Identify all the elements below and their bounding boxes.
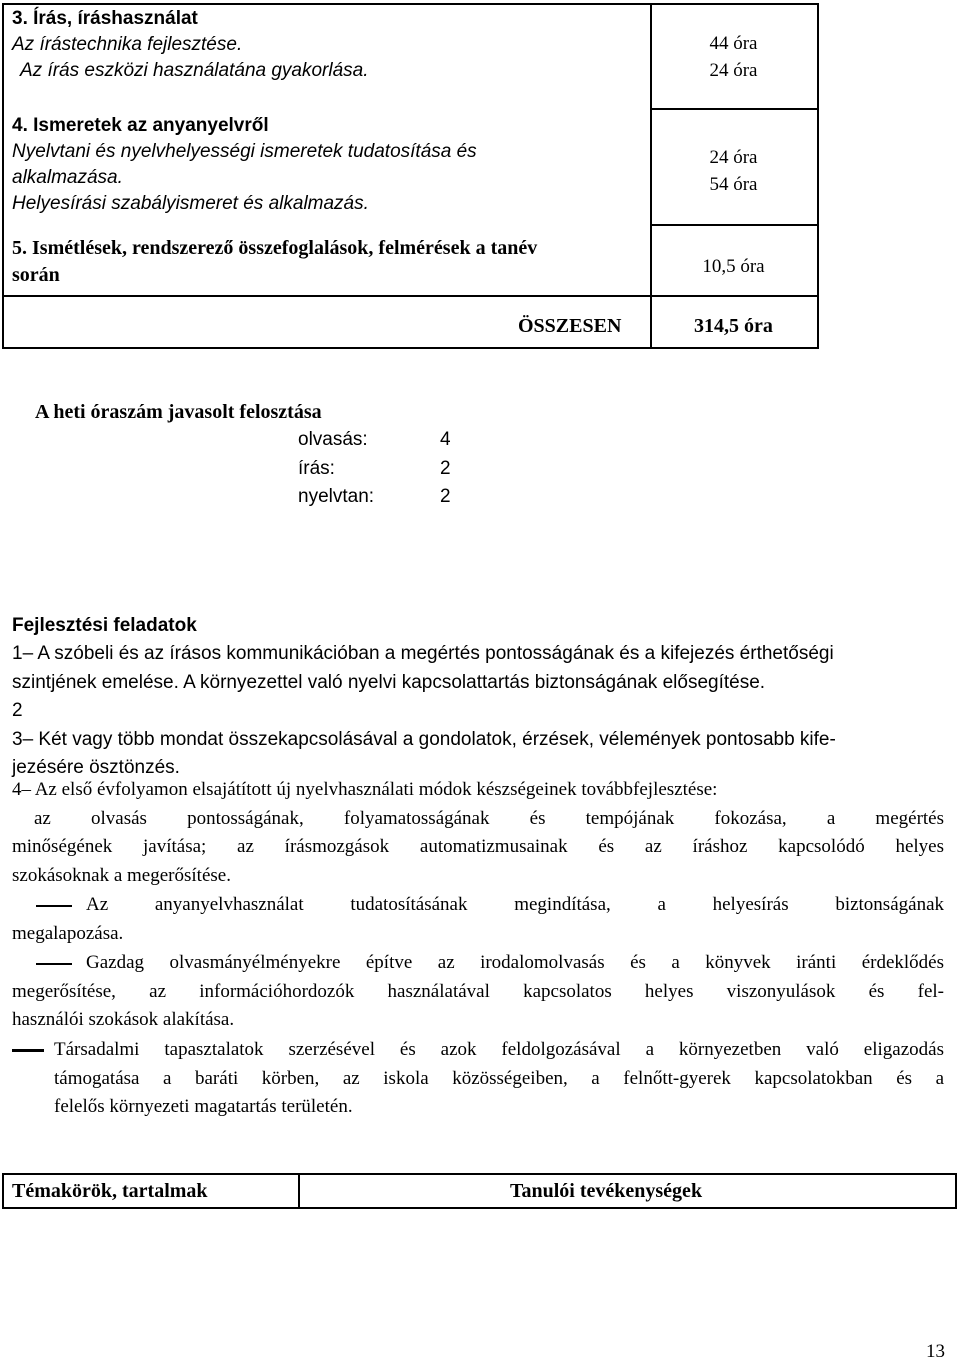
distribution-value: 4 bbox=[440, 429, 451, 450]
distribution-row-writing bbox=[298, 456, 468, 482]
section3-title: 3. Írás, íráshasználat bbox=[12, 8, 198, 29]
task-1 bbox=[12, 640, 944, 783]
total-label: ÖSSZESEN bbox=[518, 315, 622, 337]
task-7-line2: támogatása a baráti körben, az iskola közösségeiben, a felnőtt-gyerek kapcsolatokban és a bbox=[54, 1067, 944, 1089]
task-5-line2: megalapozása. bbox=[12, 922, 124, 944]
weekly-distribution-title: A heti óraszám javasolt felosztása bbox=[35, 401, 322, 423]
hours-section5-review: 10,5 óra bbox=[702, 256, 765, 277]
task-4 bbox=[12, 776, 944, 890]
page-number: 13 bbox=[926, 1341, 945, 1362]
distribution-value: 2 bbox=[440, 458, 451, 479]
task-6-line2: megerősítése, az információhordozók használatával kapcsolatos helyes viszonyulások és fel- bbox=[12, 980, 944, 1002]
hours-section4-spelling: 54 óra bbox=[709, 174, 758, 195]
task-7-line3: felelős környezeti magatartás területén. bbox=[54, 1096, 353, 1118]
section4-line2: alkalmazása. bbox=[12, 167, 123, 188]
task-1-line2: szintjének emelése. A környezettel való nyelvi kapcsolattartás biztonságának elősegítése. bbox=[12, 671, 766, 693]
distribution-row-grammar bbox=[298, 484, 468, 510]
section4-line3: Helyesírási szabályismeret és alkalmazás. bbox=[12, 193, 369, 214]
table-row-divider bbox=[650, 224, 817, 226]
task-1-line1: 1– A szóbeli és az írásos kommunikációban a megértés pontosságának és a kifejezés érthetőségi bbox=[12, 643, 834, 664]
section4-title: 4. Ismeretek az anyanyelvről bbox=[12, 115, 269, 136]
task-6-line1: Gazdag olvasmányélményekre építve az irodalomolvasás és a könyvek iránti érdeklődés bbox=[86, 952, 944, 973]
distribution-label: olvasás: bbox=[298, 429, 368, 450]
section3-line1: Az írástechnika fejlesztése. bbox=[12, 34, 243, 55]
table-row-divider bbox=[4, 295, 817, 297]
task-3-line2: jezésére ösztönzés. bbox=[12, 757, 180, 779]
dash-bullet-icon bbox=[36, 963, 72, 965]
task-5-line1: Az anyanyelvhasználat tudatosításának megindítása, a helyesírás biztonságának bbox=[86, 894, 944, 915]
total-value: 314,5 óra bbox=[694, 315, 773, 337]
distribution-label: nyelvtan: bbox=[298, 486, 375, 507]
section5-line1: 5. Ismétlések, rendszerező összefoglalások, felmérések a tanév bbox=[12, 237, 538, 259]
task-7-line1: Társadalmi tapasztalatok szerzésével és azok feldolgozásával a környezetben való eligazodás bbox=[54, 1039, 944, 1060]
distribution-value: 2 bbox=[440, 486, 451, 507]
development-tasks-title: Fejlesztési feladatok bbox=[12, 615, 197, 636]
distribution-label: írás: bbox=[298, 458, 335, 479]
table-row-divider bbox=[650, 108, 817, 110]
section4-line1: Nyelvtani és nyelvhelyességi ismeretek tudatosítása és bbox=[12, 141, 477, 162]
task-4-line2: az olvasás pontosságának, folyamatosságának és tempójának fokozása, a megértés bbox=[34, 807, 944, 829]
task-6-line3: használói szokások alakítása. bbox=[12, 1009, 235, 1031]
hours-section3-tools: 24 óra bbox=[709, 60, 758, 81]
distribution-row-reading bbox=[298, 427, 468, 453]
task-5 bbox=[12, 891, 944, 948]
section3-line2: Az írás eszközi használatána gyakorlása. bbox=[20, 60, 369, 81]
task-6 bbox=[12, 949, 944, 1035]
column-header-topics: Témakörök, tartalmak bbox=[12, 1180, 208, 1202]
column-header-activities: Tanulói tevékenységek bbox=[510, 1180, 703, 1202]
task-4-line4: szokásoknak a megerősítése. bbox=[12, 864, 231, 886]
task-4-line3: minőségének javítása; az írásmozgások automatizmusainak és az íráshoz kapcsolódó helyes bbox=[12, 836, 944, 858]
section5-line2: során bbox=[12, 264, 60, 286]
task-3-line1: 3– Két vagy több mondat összekapcsolásával a gondolatok, érzések, vélemények pontosabb kife- bbox=[12, 728, 836, 750]
dash-bullet-icon bbox=[12, 1049, 44, 1052]
table-column-divider bbox=[298, 1175, 300, 1207]
task-2: 2 bbox=[12, 700, 23, 722]
hours-section3-writing: 44 óra bbox=[709, 33, 758, 54]
hours-section4-grammar: 24 óra bbox=[709, 147, 758, 168]
task-4-line1: 4– Az első évfolyamon elsajátított új nyelvhasználati módok készségeinek továbbfejlesztése: bbox=[12, 779, 718, 800]
dash-bullet-icon bbox=[36, 905, 72, 907]
task-7 bbox=[12, 1036, 944, 1122]
